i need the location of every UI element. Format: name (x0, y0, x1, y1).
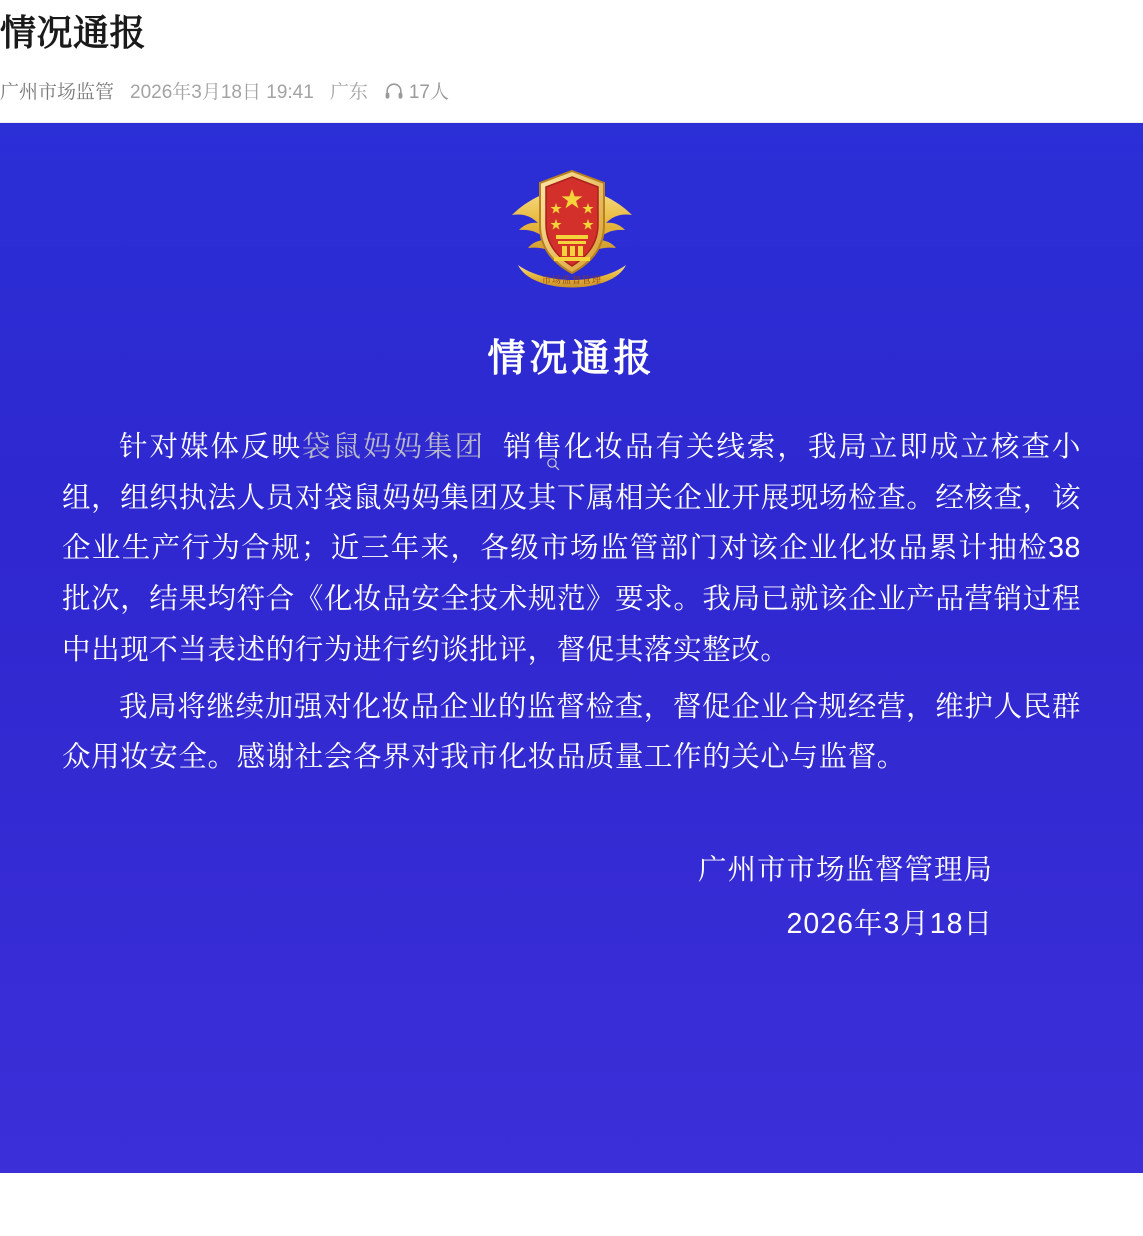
signature-block (40, 843, 1103, 951)
listen-count: 17人 (408, 82, 449, 103)
poster-body (40, 422, 1103, 783)
signature-organization: 广州市市场监督管理局 (697, 854, 993, 887)
publish-datetime: 2026年3月18日 19:41 (130, 82, 314, 103)
page-title: 情况通报 (0, 12, 147, 53)
paragraph-1-before: 针对媒体反映 (119, 431, 302, 463)
publish-region: 广东 (329, 82, 368, 103)
paragraph-1 (62, 422, 1081, 676)
inline-search-term[interactable] (302, 431, 503, 463)
paragraph-2: 我局将继续加强对化妆品企业的监督检查，督促企业合规经营，维护人民群众用妆安全。感谢社会各界对我市化妆品质量工作的关心与监督。 (62, 690, 1081, 774)
account-name[interactable]: 广州市场监管 (0, 82, 115, 103)
poster-title: 情况通报 (487, 338, 656, 380)
market-regulation-emblem-icon (492, 153, 652, 303)
article-meta (0, 77, 1143, 104)
notice-poster (0, 123, 1143, 1173)
svg-text:市场监督管理: 市场监督管理 (541, 275, 602, 285)
search-icon (489, 437, 503, 451)
signature-date: 2026年3月18日 (786, 908, 993, 941)
listen-article-button[interactable] (384, 77, 449, 104)
headphone-icon (384, 81, 404, 101)
paragraph-1-after: 销售化妆品有关线索，我局立即成立核查小组，组织执法人员对袋鼠妈妈集团及其下属相关企业开展现场检查。经核查，该企业生产行为合规；近三年来，各级市场监管部门对该企业化妆品累计抽检38批次，结果均符合《化妆品安全技术规范》要求。我局已就该企业产品营销过程中出现不当表述的行为进行约谈批评，督促其落实整改。 (62, 431, 1081, 666)
article-header (0, 0, 1143, 123)
emblem-container (40, 149, 1103, 315)
inline-search-term-label: 袋鼠妈妈集团 (301, 431, 485, 463)
